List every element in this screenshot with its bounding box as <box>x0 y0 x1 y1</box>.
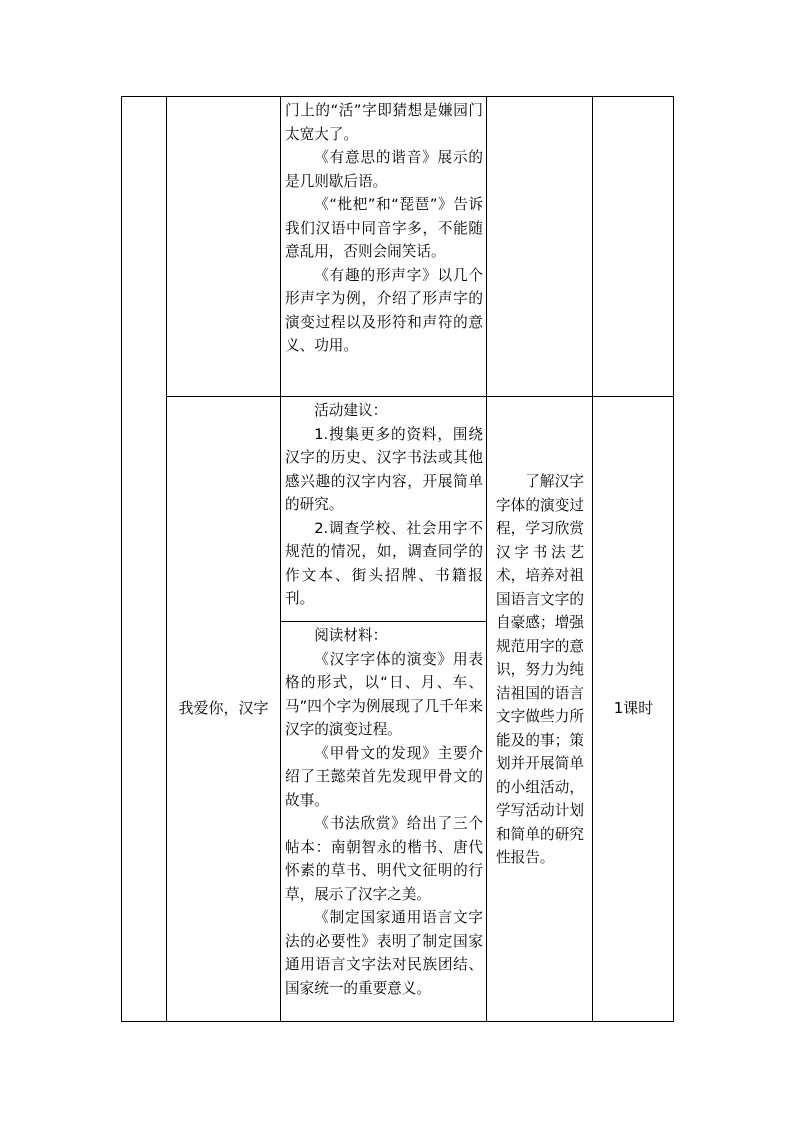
content-paragraph: 《“枇杷”和“琵琶”》告诉我们汉语中同音字多，不能随意乱用，否则会闹笑话。 <box>285 196 483 260</box>
cell-divider-activity-reading <box>280 621 487 622</box>
row-divider <box>166 396 674 397</box>
activity-item: 1.搜集更多的资料，围绕汉字的历史、汉字书法或其他感兴趣的汉字内容，开展简单的研究。 <box>285 425 483 513</box>
activity-heading: 活动建议： <box>314 402 388 419</box>
table-border-right <box>673 96 674 1022</box>
reading-item: 《汉字字体的演变》用表格的形式，以“日、月、车、马”四个字为例展现了几千年来汉字的演变过程。 <box>285 650 483 738</box>
class-hours-cell: 1课时 <box>613 699 654 717</box>
column-divider-2 <box>280 96 281 1022</box>
table-border-left <box>121 96 122 1022</box>
table-border-top <box>121 96 674 97</box>
reading-item: 《制定国家通用语言文字法的必要性》表明了制定国家通用语言文字法对民族团结、国家统一的重要意义。 <box>285 909 483 997</box>
reading-heading: 阅读材料： <box>314 627 388 644</box>
column-divider-4 <box>592 96 593 1022</box>
reading-item: 《书法欣赏》给出了三个帖本：南朝智永的楷书、唐代怀素的草书、明代文征明的行草，展示了汉字之美。 <box>285 815 483 903</box>
table-border-bottom <box>121 1021 674 1022</box>
activity-suggestions-cell <box>285 399 483 611</box>
learning-goals-cell <box>496 470 584 870</box>
reading-materials-cell <box>285 624 483 1000</box>
content-paragraph: 《有趣的形声字》以几个形声字为例，介绍了形声字的演变过程以及形符和声符的意义、功用。 <box>285 266 483 354</box>
lesson-plan-table <box>121 96 674 1022</box>
content-cell-continued <box>285 99 483 358</box>
content-paragraph: 门上的“活”字即猜想是嫌园门太宽大了。 <box>285 102 483 143</box>
column-divider-1 <box>166 96 167 1022</box>
content-paragraph: 《有意思的谐音》展示的是几则歇后语。 <box>285 149 483 190</box>
column-divider-3 <box>486 96 487 1022</box>
learning-goals-text: 了解汉字字体的演变过程，学习欣赏汉字书法艺术，培养对祖国语言文字的自豪感；增强规范用字的意识，努力为纯洁祖国的语言文字做些力所能及的事；策划并开展简单的小组活动，学写活动计划和简单的研究性报告。 <box>496 473 584 866</box>
activity-item: 2.调查学校、社会用字不规范的情况，如，调查同学的作文本、街头招牌、书籍报刊。 <box>285 519 483 607</box>
reading-item: 《甲骨文的发现》主要介绍了王懿荣首先发现甲骨文的故事。 <box>285 744 483 809</box>
theme-cell: 我爱你，汉字 <box>178 699 269 717</box>
